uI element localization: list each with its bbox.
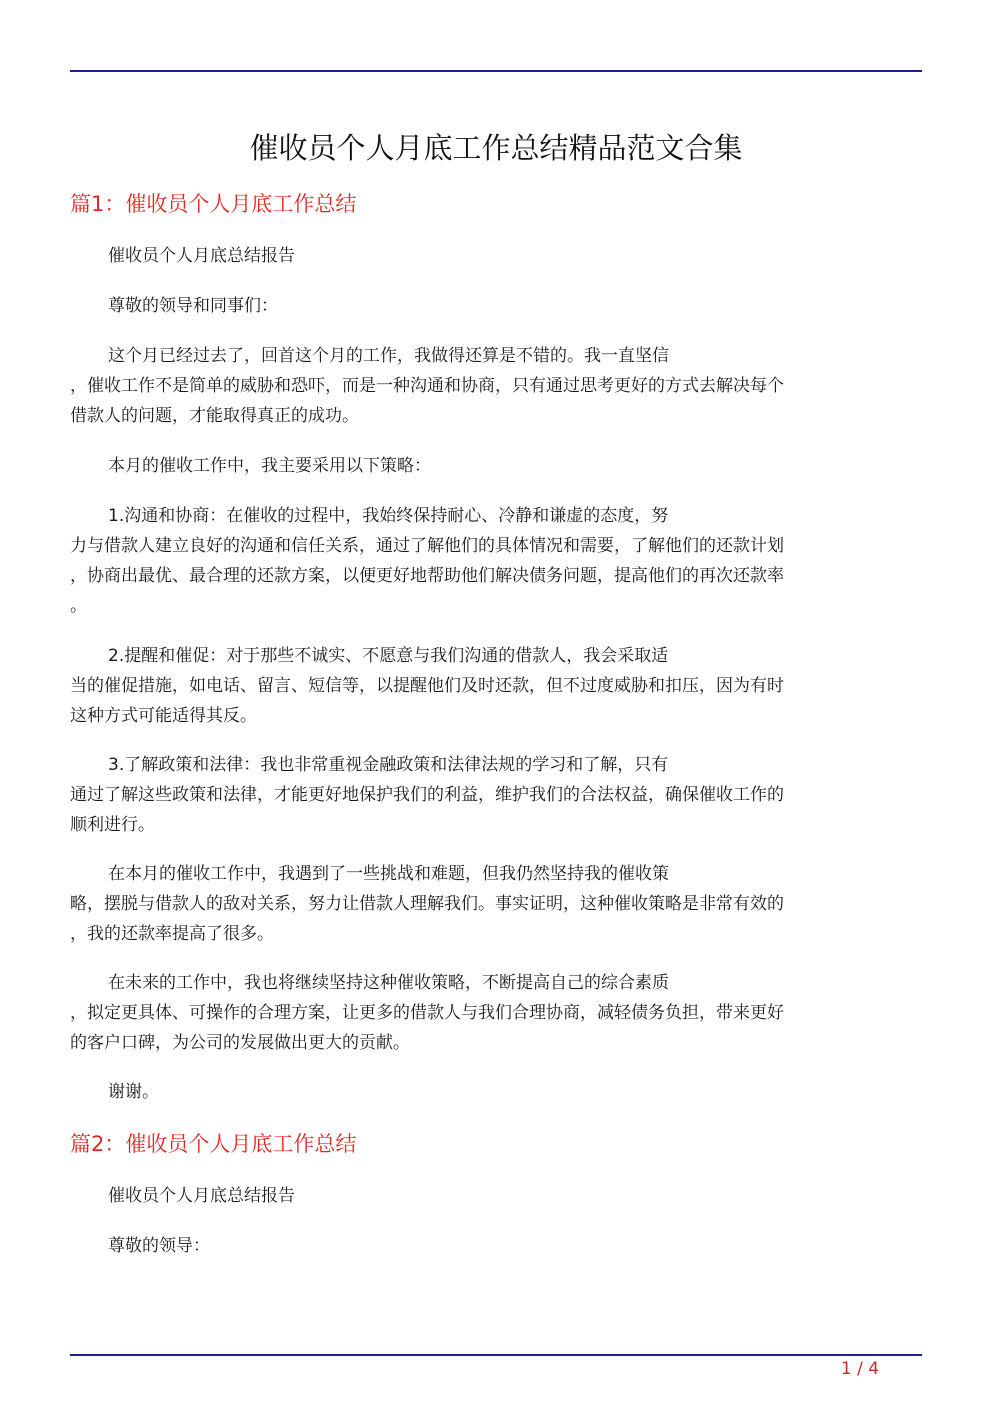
paragraph	[70, 859, 922, 949]
paragraph-line: ，我的还款率提高了很多。	[70, 924, 274, 944]
paragraph-line: ，催收工作不是简单的威胁和恐吓，而是一种沟通和协商，只有通过思考更好的方式去解决每个	[70, 376, 784, 396]
paragraph-line: 。	[70, 596, 87, 616]
paragraph	[70, 750, 922, 840]
paragraph	[70, 641, 922, 731]
footer-rule	[70, 1354, 922, 1356]
paragraph	[70, 1077, 922, 1107]
paragraph	[70, 341, 922, 431]
paragraph-line: ，拟定更具体、可操作的合理方案，让更多的借款人与我们合理协商，减轻债务负担，带来更好	[70, 1003, 784, 1023]
paragraph-line: 尊敬的领导：	[108, 1236, 210, 1256]
paragraph-line: 借款人的问题，才能取得真正的成功。	[70, 406, 359, 426]
section-heading-2: 篇2：催收员个人月底工作总结	[70, 1132, 357, 1156]
paragraph-line: 在未来的工作中，我也将继续坚持这种催收策略，不断提高自己的综合素质	[108, 973, 669, 993]
paragraph-line: 顺利进行。	[70, 815, 155, 835]
paragraph-line: 3.了解政策和法律：我也非常重视金融政策和法律法规的学习和了解，只有	[108, 755, 669, 775]
paragraph-line: ，协商出最优、最合理的还款方案，以便更好地帮助他们解决债务问题，提高他们的再次还款率	[70, 566, 784, 586]
paragraph-line: 力与借款人建立良好的沟通和信任关系，通过了解他们的具体情况和需要，了解他们的还款计划	[70, 536, 784, 556]
paragraph-line: 这种方式可能适得其反。	[70, 706, 257, 726]
paragraph-line: 催收员个人月底总结报告	[108, 246, 295, 266]
paragraph-line: 尊敬的领导和同事们：	[108, 296, 278, 316]
paragraph-line: 当的催促措施，如电话、留言、短信等，以提醒他们及时还款，但不过度威胁和扣压，因为有时	[70, 676, 784, 696]
header-rule	[70, 70, 922, 72]
paragraph	[70, 1181, 922, 1211]
document-title: 催收员个人月底工作总结精品范文合集	[249, 131, 743, 165]
paragraph-line: 谢谢。	[108, 1082, 159, 1102]
page-number: 1 / 4	[840, 1359, 880, 1379]
paragraph	[70, 241, 922, 271]
paragraph-line: 这个月已经过去了，回首这个月的工作，我做得还算是不错的。我一直坚信	[108, 346, 669, 366]
paragraph-line: 催收员个人月底总结报告	[108, 1186, 295, 1206]
paragraph-line: 在本月的催收工作中，我遇到了一些挑战和难题，但我仍然坚持我的催收策	[108, 864, 669, 884]
paragraph	[70, 451, 922, 481]
paragraph-line: 略，摆脱与借款人的敌对关系，努力让借款人理解我们。事实证明，这种催收策略是非常有效的	[70, 894, 784, 914]
paragraph	[70, 968, 922, 1058]
paragraph-line: 2.提醒和催促：对于那些不诚实、不愿意与我们沟通的借款人，我会采取适	[108, 646, 669, 666]
paragraph	[70, 1231, 922, 1261]
paragraph	[70, 291, 922, 321]
paragraph	[70, 501, 922, 621]
paragraph-line: 通过了解这些政策和法律，才能更好地保护我们的利益，维护我们的合法权益，确保催收工作的	[70, 785, 784, 805]
paragraph-line: 本月的催收工作中，我主要采用以下策略：	[108, 456, 431, 476]
section-heading-1: 篇1：催收员个人月底工作总结	[70, 192, 357, 216]
paragraph-line: 的客户口碑，为公司的发展做出更大的贡献。	[70, 1033, 410, 1053]
paragraph-line: 1.沟通和协商：在催收的过程中，我始终保持耐心、冷静和谦虚的态度，努	[108, 506, 669, 526]
